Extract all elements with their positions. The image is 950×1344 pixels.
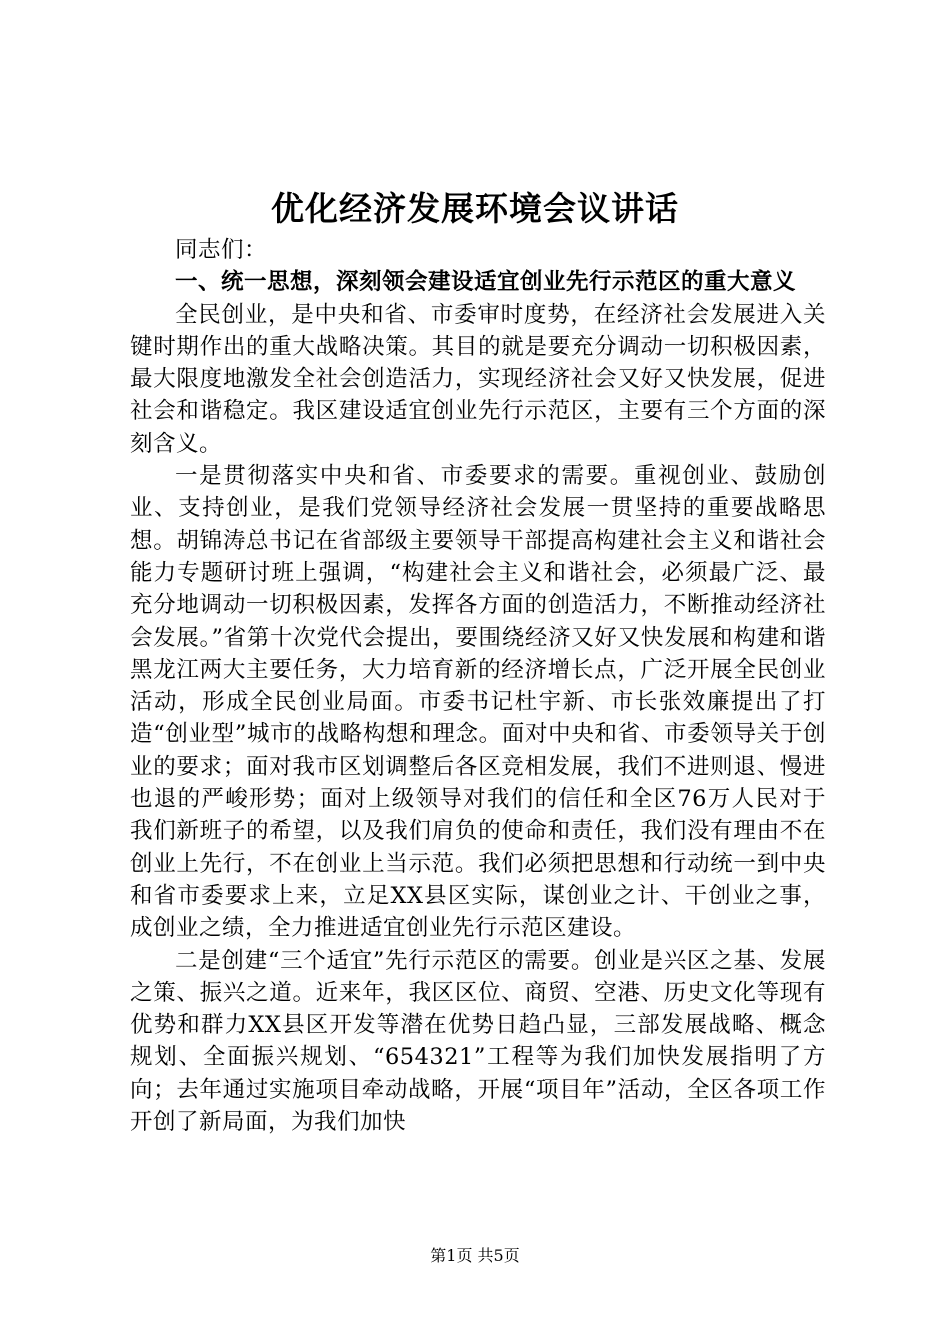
- body-paragraph: 一是贯彻落实中央和省、市委要求的需要。重视创业、鼓励创业、支持创业，是我们党领导经济社会发展一贯坚持的重要战略思想。胡锦涛总书记在省部级主要领导干部提高构建社会主义和谐社会能力专题研讨班上强调，“构建社会主义和谐社会，必须最广泛、最充分地调动一切积极因素，发挥各方面的创造活力，不断推动经济社会发展。”省第十次党代会提出，要围绕经济又好又快发展和构建和谐黑龙江两大主要任务，大力培育新的经济增长点，广泛开展全民创业活动，形成全民创业局面。市委书记杜宇新、市长张效廉提出了打造“创业型”城市的战略构想和理念。面对中央和省、市委领导关于创业的要求；面对我市区划调整后各区竞相发展，我们不进则退、慢进也退的严峻形势；面对上级领导对我们的信任和全区76万人民对于我们新班子的希望，以及我们肩负的使命和责任，我们没有理由不在创业上先行，不在创业上当示范。我们必须把思想和行动统一到中央和省市委要求上来，立足XX县区实际，谋创业之计、干创业之事，成创业之绩，全力推进适宜创业先行示范区建设。: [130, 463, 826, 942]
- body-paragraph: 二是创建“三个适宜”先行示范区的需要。创业是兴区之基、发展之策、振兴之道。近来年，我区区位、商贸、空港、历史文化等现有优势和群力XX县区开发等潜在优势日趋凸显，三部发展战略、概念规划、全面振兴规划、“654321”工程等为我们加快发展指明了方向；去年通过实施项目牵动战略，开展“项目年”活动，全区各项工作开创了新局面，为我们加快: [130, 947, 826, 1136]
- page-number-footer: 第1页 共5页: [430, 1246, 520, 1265]
- body-paragraph: 全民创业，是中央和省、市委审时度势，在经济社会发展进入关键时期作出的重大战略决策。其目的就是要充分调动一切积极因素，最大限度地激发全社会创造活力，实现经济社会又好又快发展，促进社会和谐稳定。我区建设适宜创业先行示范区，主要有三个方面的深刻含义。: [130, 301, 826, 457]
- salutation: 同志们：: [175, 237, 268, 263]
- document-title: 优化经济发展环境会议讲话: [271, 189, 679, 228]
- document-body: [130, 234, 826, 1138]
- section-heading: 一、统一思想，深刻领会建设适宜创业先行示范区的重大意义: [175, 269, 797, 296]
